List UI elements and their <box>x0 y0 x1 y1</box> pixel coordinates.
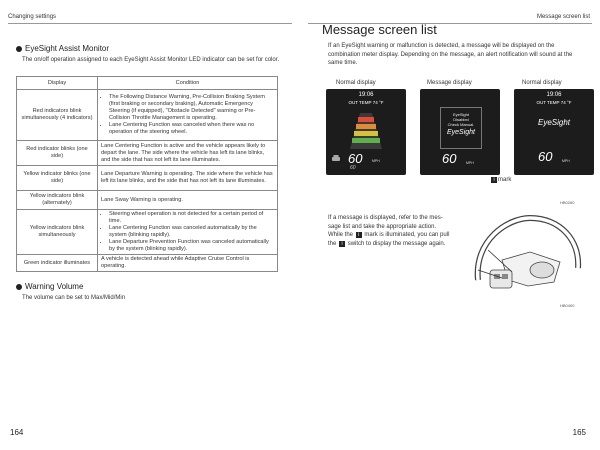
header-rule <box>8 23 292 24</box>
table-cell-display: Red indicators blink simultaneously (4 indicators) <box>17 90 98 141</box>
table-row <box>17 255 278 272</box>
screen-unit: MPH <box>466 161 474 165</box>
car-icon <box>331 153 341 163</box>
screen-speed: 60 <box>348 151 363 166</box>
section-warning-volume: Warning Volume <box>16 282 83 291</box>
table-row <box>17 141 278 166</box>
eyesight-logo: EyeSight <box>446 129 476 136</box>
info-mark-icon: i <box>356 232 362 238</box>
screen-temp: OUT TEMP 74 °F <box>536 100 572 105</box>
table-cell-display: Yellow indicator blinks (one side) <box>17 166 98 191</box>
table-header-display: Display <box>17 77 98 90</box>
page-number-left: 164 <box>10 428 24 437</box>
message-box: EyeSight Disabled Check Manual. EyeSight <box>440 107 482 149</box>
caption-normal-display-2: Normal display <box>522 80 562 86</box>
table-row <box>17 191 278 210</box>
list-item: • The Following Distance Warning, Pre-Collision Braking System (first braking or secondary braking), Automatic Emergency Steering (if equipped), "Obstacle Detected" warning or Pre-Collision Throttle Management is operating. <box>109 94 274 122</box>
screen-time: 19:06 <box>358 92 374 98</box>
right-intro: If an EyeSight warning or malfunction is detected, a message will be displayed on the combination meter display. Depending on the message, an alert notification will sound at the same time. <box>328 43 573 66</box>
meter-screen-normal-2 <box>514 89 594 175</box>
table-cell-condition <box>98 210 278 255</box>
table-cell-display: Yellow indicators blink (alternately) <box>17 191 98 210</box>
page-title: Message screen list <box>322 22 437 37</box>
section1-intro: The on/off operation assigned to each EyeSight Assist Monitor LED indicator can be set for color. <box>22 57 280 63</box>
screen-time: 19:06 <box>546 92 562 98</box>
section-eyesight-assist-monitor: EyeSight Assist Monitor <box>16 44 109 53</box>
page-number-right: 165 <box>572 428 586 437</box>
table-row <box>17 166 278 191</box>
table-cell-display: Yellow indicators blink simultaneously <box>17 210 98 255</box>
table-cell-condition: A vehicle is detected ahead while Adaptive Cruise Control is operating. <box>98 255 278 272</box>
mark-legend: i mark <box>490 177 511 183</box>
list-item: • Steering wheel operation is not detected for a certain period of time. <box>109 211 274 225</box>
lane-road-icon <box>348 109 384 149</box>
caption-message-display: Message display <box>427 80 472 86</box>
table-row <box>17 90 278 141</box>
section2-text: The volume can be set to Max/Mid/Min <box>22 295 126 301</box>
bullet-icon <box>16 284 22 290</box>
screen-speed: 60 <box>538 149 553 164</box>
meter-screen-message <box>420 89 500 175</box>
screen-temp: OUT TEMP 74 °F <box>348 100 384 105</box>
eyesight-logo: EyeSight <box>538 118 571 127</box>
table-header-condition: Condition <box>98 77 278 90</box>
table-header-row <box>17 77 278 90</box>
figure-code-2: HB0400 <box>560 303 575 308</box>
list-item: • Lane Departure Prevention Function was canceled automatically by the system (blinking rapidly). <box>109 239 274 253</box>
info-switch-icon: i <box>339 241 345 247</box>
table-cell-display: Green indicator illuminates <box>17 255 98 272</box>
list-item: • Lane Centering Function was canceled automatically by the system (blinking rapidly). <box>109 225 274 239</box>
figure-code-1: HB0260 <box>560 200 575 205</box>
screen-speed: 60 <box>442 151 457 166</box>
meter-screen-normal-1 <box>326 89 406 175</box>
list-item: • Lane Centering Function was canceled when there was no operation of the steering wheel. <box>109 122 274 136</box>
table-row <box>17 210 278 255</box>
info-mark-icon: i <box>491 177 497 183</box>
right-body-text: If a message is displayed, refer to the mes- sage list and take the appropriate action. While the i mark is illuminated, you can pull the i switch to display the message again. <box>328 215 450 247</box>
table-cell-condition: Lane Sway Warning is operating. <box>98 191 278 210</box>
table-cell-display: Red indicator blinks (one side) <box>17 141 98 166</box>
screen-sub-speed: 60 <box>350 165 356 171</box>
table-cell-condition: Lane Centering Function is active and the vehicle appears likely to depart the lane. The side where the vehicle has left its lane blinks, and the side that has not left its lane illuminates. <box>98 141 278 166</box>
table-cell-condition <box>98 90 278 141</box>
table-cell-condition: Lane Departure Warning is operating. The side where the vehicle has left its lane blinks, and the side that has not left its lane illuminates. <box>98 166 278 191</box>
screen-unit: MPH <box>562 159 570 163</box>
caption-normal-display-1: Normal display <box>336 80 376 86</box>
indicator-condition-table <box>16 76 278 272</box>
screen-unit: MPH <box>372 159 380 163</box>
left-running-header: Changing settings <box>8 14 57 20</box>
bullet-icon <box>16 46 22 52</box>
right-running-header: Message screen list <box>536 14 590 20</box>
steering-wheel-illustration <box>468 210 584 306</box>
